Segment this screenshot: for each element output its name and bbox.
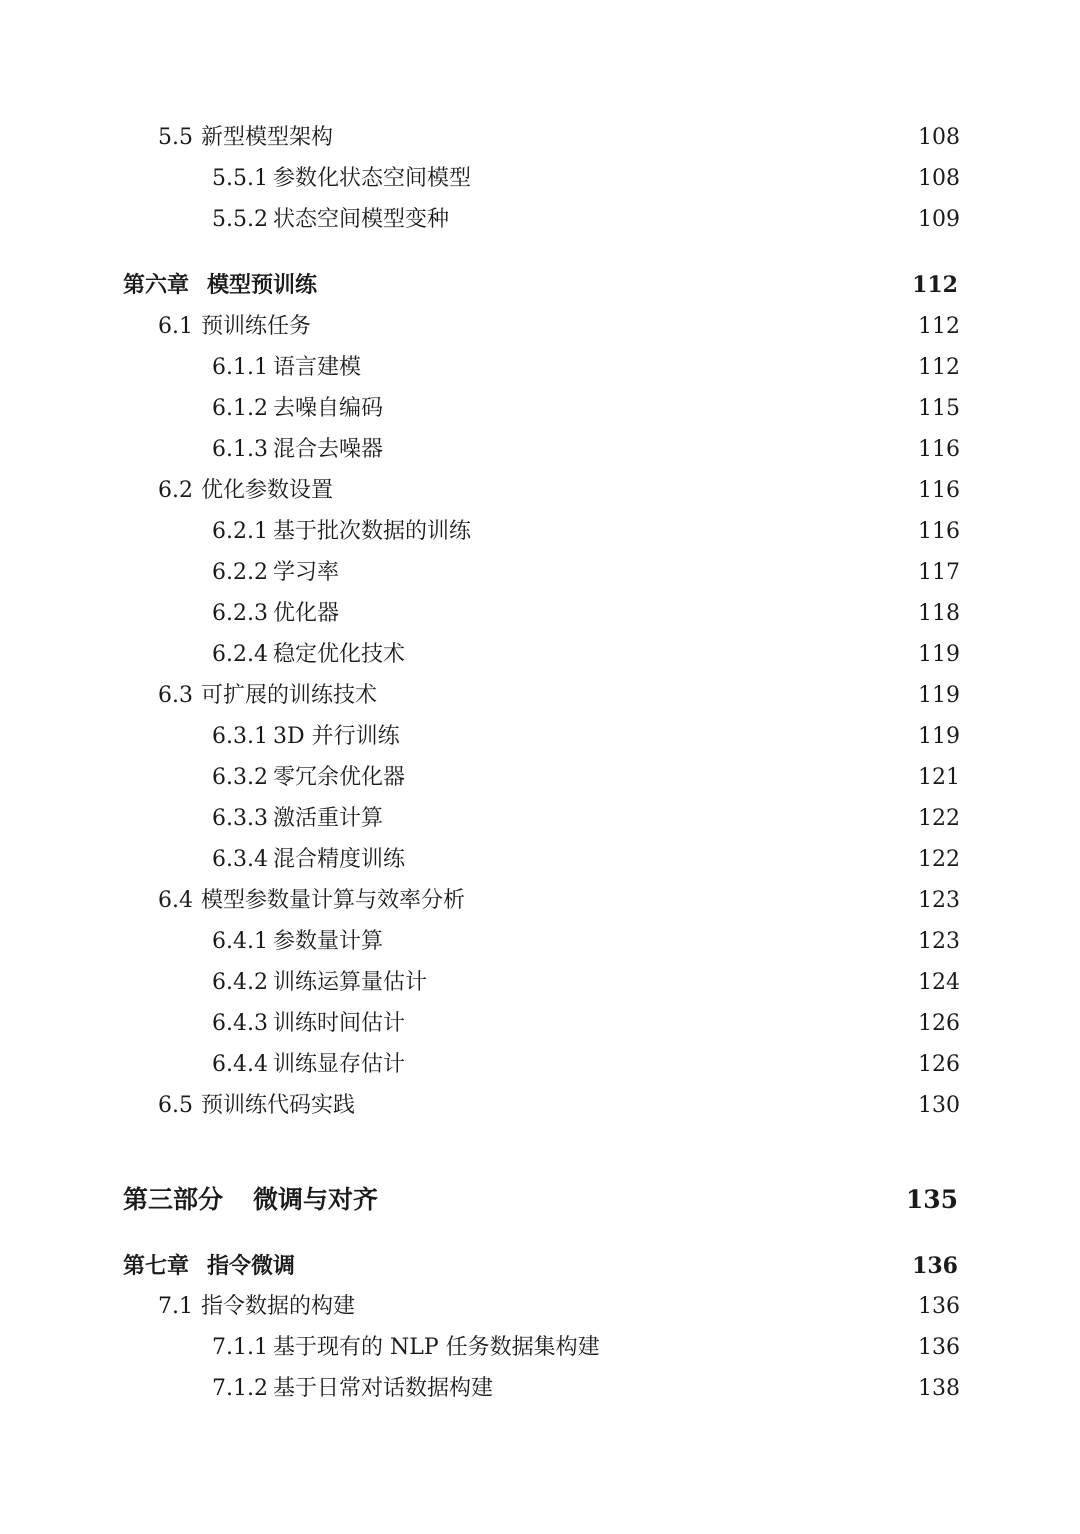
toc-page: 126 [918, 1011, 960, 1036]
toc-page: 116 [918, 519, 960, 544]
toc-entry-6-4-4[interactable] [0, 1048, 1080, 1082]
toc-entry-7-1-1[interactable] [0, 1331, 1080, 1365]
toc-entry-6-2[interactable] [0, 474, 1080, 508]
toc-title: 预训练代码实践 [201, 1093, 356, 1118]
toc-title: 激活重计算 [273, 806, 384, 831]
toc-page: 122 [918, 847, 960, 872]
toc-title: 训练运算量估计 [273, 970, 428, 995]
toc-chapter-7[interactable] [0, 1249, 1080, 1283]
toc-entry-6-3-1[interactable] [0, 720, 1080, 754]
toc-entry-5-5[interactable] [0, 121, 1080, 155]
toc-title: 新型模型架构 [201, 125, 334, 150]
toc-entry-6-3-4[interactable] [0, 843, 1080, 877]
toc-page: 116 [918, 437, 960, 462]
toc-entry-6-3[interactable] [0, 679, 1080, 713]
toc-title: 基于批次数据的训练 [273, 519, 472, 544]
toc-page: 136 [918, 1294, 960, 1319]
toc-entry-6-4[interactable] [0, 884, 1080, 918]
toc-entry-7-1-2[interactable] [0, 1372, 1080, 1406]
toc-title: 混合去噪器 [273, 437, 384, 462]
toc-page: 112 [918, 314, 960, 339]
chapter-number: 第六章 [123, 272, 190, 298]
toc-page: 108 [918, 125, 960, 150]
toc-page: 109 [918, 207, 960, 232]
toc-number: 6.4.4 [212, 1052, 268, 1077]
toc-title: 可扩展的训练技术 [201, 683, 378, 708]
toc-entry-6-2-1[interactable] [0, 515, 1080, 549]
toc-entry-6-4-1[interactable] [0, 925, 1080, 959]
toc-title: 优化参数设置 [201, 478, 334, 503]
toc-number: 5.5.1 [212, 166, 268, 191]
toc-number: 6.3 [158, 683, 193, 708]
chapter-title: 模型预训练 [207, 272, 318, 298]
toc-number: 5.5.2 [212, 207, 268, 232]
toc-number: 6.3.3 [212, 806, 268, 831]
toc-title: 参数量计算 [273, 929, 384, 954]
toc-entry-6-4-3[interactable] [0, 1007, 1080, 1041]
toc-page: 121 [918, 765, 960, 790]
toc-entry-7-1[interactable] [0, 1290, 1080, 1324]
toc-title: 基于日常对话数据构建 [273, 1376, 494, 1401]
toc-number: 6.3.1 [212, 724, 268, 749]
toc-page: 119 [918, 683, 960, 708]
chapter-title: 指令微调 [207, 1253, 296, 1279]
toc-number: 6.4.3 [212, 1011, 268, 1036]
toc-entry-6-2-2[interactable] [0, 556, 1080, 590]
toc-number: 6.4.1 [212, 929, 268, 954]
toc-page: 122 [918, 806, 960, 831]
toc-title: 预训练任务 [201, 314, 312, 339]
toc-page: 119 [918, 724, 960, 749]
toc-chapter-6[interactable] [0, 268, 1080, 302]
toc-title: 指令数据的构建 [201, 1294, 356, 1319]
toc-page: 118 [918, 601, 960, 626]
toc-title: 参数化状态空间模型 [273, 166, 472, 191]
toc-page: 136 [918, 1335, 960, 1360]
toc-title: 状态空间模型变种 [273, 207, 450, 232]
toc-title: 语言建模 [273, 355, 362, 380]
toc-number: 6.2.3 [212, 601, 268, 626]
toc-part-3[interactable] [0, 1180, 1080, 1220]
toc-number: 6.1.1 [212, 355, 268, 380]
toc-page: 112 [918, 355, 960, 380]
toc-page: 108 [918, 166, 960, 191]
toc-title: 混合精度训练 [273, 847, 406, 872]
toc-page: 116 [918, 478, 960, 503]
toc-number: 6.2 [158, 478, 193, 503]
toc-page: 130 [918, 1093, 960, 1118]
toc-number: 6.1.2 [212, 396, 268, 421]
toc-title: 学习率 [273, 560, 340, 585]
toc-entry-6-1-3[interactable] [0, 433, 1080, 467]
toc-page: 123 [918, 888, 960, 913]
chapter-number: 第七章 [123, 1253, 190, 1279]
part-number: 第三部分 [123, 1185, 224, 1214]
toc-title: 3D 并行训练 [273, 724, 400, 749]
toc-title: 零冗余优化器 [273, 765, 406, 790]
toc-entry-6-1-2[interactable] [0, 392, 1080, 426]
toc-number: 6.4.2 [212, 970, 268, 995]
toc-title: 模型参数量计算与效率分析 [201, 888, 466, 913]
toc-title: 训练显存估计 [273, 1052, 406, 1077]
toc-number: 6.1.3 [212, 437, 268, 462]
toc-entry-5-5-1[interactable] [0, 162, 1080, 196]
toc-number: 6.2.4 [212, 642, 268, 667]
toc-number: 7.1.1 [212, 1335, 268, 1360]
toc-page: 123 [918, 929, 960, 954]
toc-number: 6.4 [158, 888, 193, 913]
part-page: 135 [905, 1185, 958, 1214]
toc-page: 119 [918, 642, 960, 667]
toc-page: 117 [918, 560, 960, 585]
toc-entry-6-5[interactable] [0, 1089, 1080, 1123]
toc-title: 训练时间估计 [273, 1011, 406, 1036]
toc-number: 6.5 [158, 1093, 193, 1118]
toc-number: 6.3.4 [212, 847, 268, 872]
toc-number: 7.1.2 [212, 1376, 268, 1401]
toc-number: 5.5 [158, 125, 193, 150]
toc-entry-6-1[interactable] [0, 310, 1080, 344]
toc-title: 基于现有的 NLP 任务数据集构建 [273, 1335, 600, 1360]
toc-entry-6-4-2[interactable] [0, 966, 1080, 1000]
part-title: 微调与对齐 [253, 1185, 379, 1214]
toc-entry-6-3-2[interactable] [0, 761, 1080, 795]
toc-entry-6-1-1[interactable] [0, 351, 1080, 385]
toc-entry-6-2-4[interactable] [0, 638, 1080, 672]
toc-title: 稳定优化技术 [273, 642, 406, 667]
toc-entry-6-2-3[interactable] [0, 597, 1080, 631]
toc-number: 6.1 [158, 314, 193, 339]
toc-page: 138 [918, 1376, 960, 1401]
toc-entry-6-3-3[interactable] [0, 802, 1080, 836]
toc-page: 124 [918, 970, 960, 995]
toc-page: 126 [918, 1052, 960, 1077]
toc-title: 优化器 [273, 601, 340, 626]
toc-title: 去噪自编码 [273, 396, 384, 421]
chapter-page: 112 [912, 272, 958, 298]
toc-number: 6.2.1 [212, 519, 268, 544]
toc-number: 6.3.2 [212, 765, 268, 790]
toc-number: 7.1 [158, 1294, 193, 1319]
chapter-page: 136 [912, 1253, 958, 1279]
toc-page: 115 [918, 396, 960, 421]
toc-entry-5-5-2[interactable] [0, 203, 1080, 237]
toc-number: 6.2.2 [212, 560, 268, 585]
